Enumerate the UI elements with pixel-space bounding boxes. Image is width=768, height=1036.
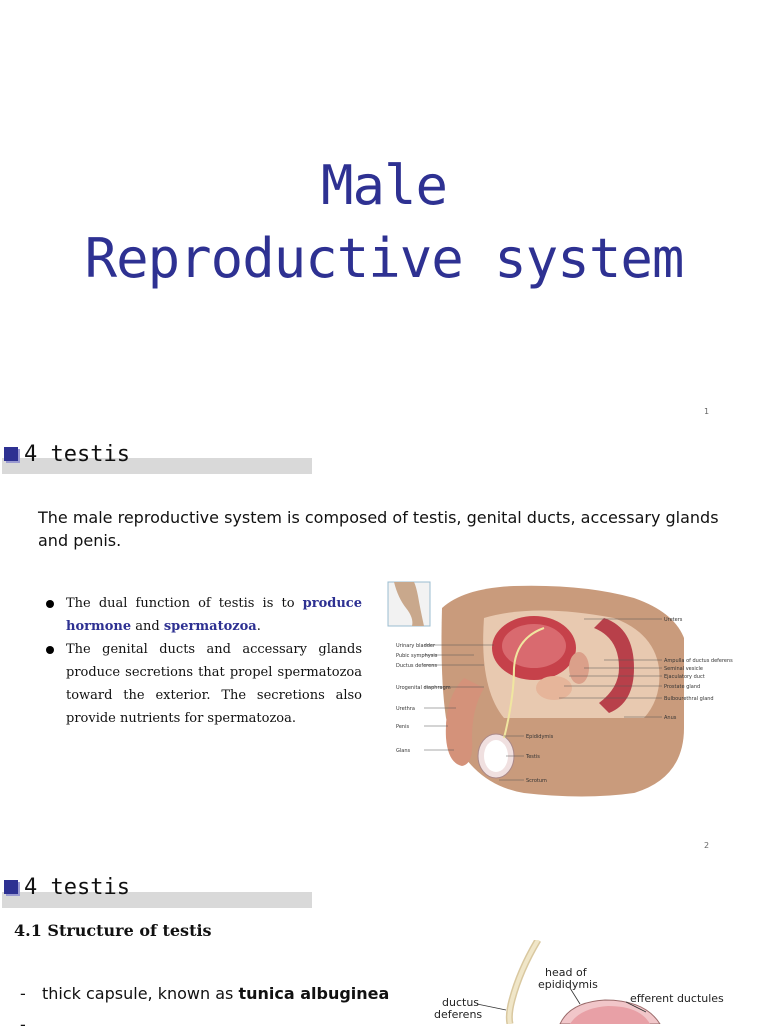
section-square-icon	[4, 447, 18, 461]
figure-label: head of	[545, 966, 587, 979]
slide-title-line2: Reproductive system	[84, 227, 684, 290]
bullet-item: The dual function of testis is to produce hormone and spermatozoa.	[40, 592, 362, 638]
section-title: 4 testis	[24, 442, 130, 467]
figure-label: Seminal vesicle	[664, 666, 703, 672]
figure-label: Bulbourethral gland	[664, 696, 714, 702]
figure-label: Ejaculatory duct	[664, 674, 705, 680]
page-number: 2	[704, 841, 710, 850]
figure-label: Penis	[396, 724, 410, 730]
figure-label: Scrotum	[526, 778, 547, 784]
figure-label: Pubic symphysis	[396, 653, 438, 659]
bullet-item: The genital ducts and accessary glands produce secretions that propel spermatozoa toward the exterior. The secretions also provide nutrients for spermatozoa.	[40, 638, 362, 730]
figure-label: ductus	[442, 996, 480, 1009]
figure-label: Anus	[664, 715, 677, 721]
subheading: 4.1 Structure of testis	[14, 921, 212, 940]
bullet-dot-icon	[46, 600, 54, 608]
figure-label: Ureters	[664, 617, 683, 623]
testis-figure	[420, 940, 740, 1024]
figure-label: epididymis	[538, 978, 598, 991]
figure-label: Testis	[526, 754, 540, 760]
figure-label: deferens	[434, 1008, 483, 1021]
figure-label: Glans	[396, 748, 411, 754]
list-item-clipped: -	[20, 1015, 26, 1034]
list-item: - thick capsule, known as tunica albuginea	[20, 984, 390, 1003]
intro-paragraph: The male reproductive system is composed of testis, genital ducts, accessary glands and penis.	[38, 508, 719, 550]
figure-label: Ductus deferens	[396, 663, 437, 669]
bullet-list	[40, 592, 362, 730]
figure-label: Urethra	[396, 706, 415, 712]
figure-label: Ampulla of ductus deferens	[664, 658, 733, 664]
figure-label: efferent ductules	[630, 992, 724, 1005]
figure-label: Urinary bladder	[396, 643, 436, 649]
figure-label: Prostate gland	[664, 684, 701, 690]
page-number: 1	[704, 407, 710, 416]
section-square-icon	[4, 880, 18, 894]
slide-title-line1: Male	[320, 154, 448, 217]
figure-label: Urogenital diaphragm	[396, 685, 451, 691]
figure-label: Epididymis	[526, 734, 554, 740]
anatomy-figure	[384, 578, 740, 800]
bullet-dot-icon	[46, 646, 54, 654]
section-title: 4 testis	[24, 875, 130, 900]
